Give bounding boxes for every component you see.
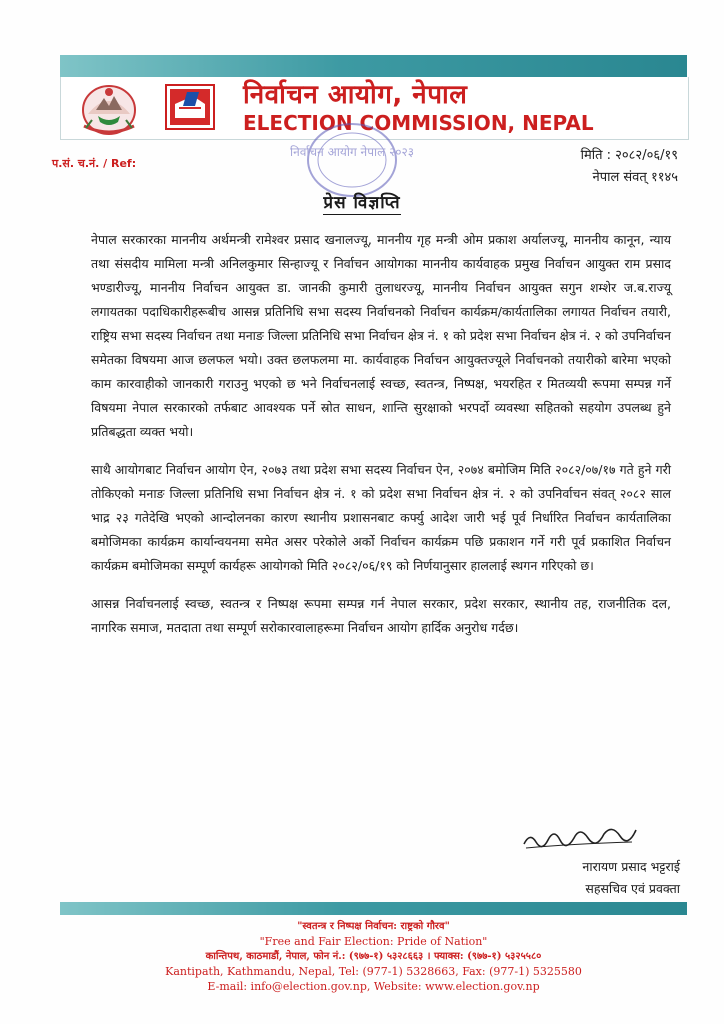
contact-line: E-mail: info@election.gov.np, Website: www.election.gov.np [207,980,540,993]
heading-text: प्रेस विज्ञप्ति [323,193,401,213]
footer [60,919,687,994]
press-release-body [91,228,671,654]
commission-title-english: ELECTION COMMISSION, NEPAL [243,111,594,135]
paragraph-1: नेपाल सरकारका माननीय अर्थमन्त्री रामेश्वर प्रसाद खनालज्यू, माननीय गृह मन्त्री ओम प्रकाश अर्यालज्यू, माननीय कानून, न्याय तथा संसदीय मामिला मन्त्री अनिलकुमार सिन्हाज्यू र निर्वाचन आयोगका माननीय कार्यवाहक प्रमुख निर्वाचन आयुक्त राम प्रसाद भण्डारीज्यू, माननीय निर्वाचन आयुक्त डा. जानकी कुमारी तुलाधरज्यू, माननीय निर्वाचन आयुक्त सगुन शम्शेर ज.ब.राज्यू लगायतका पदाधिकारीहरूबीच आसन्न प्रतिनिधि सभा सदस्य निर्वाचनको निर्वाचन कार्यक्रम/कार्यतालिका लगायत निर्वाचन तयारी, राष्ट्रिय सभा सदस्य निर्वाचन तथा मनाङ जिल्ला प्रतिनिधि सभा निर्वाचन क्षेत्र नं. १ को प्रदेश सभा निर्वाचन क्षेत्र नं. २ को उपनिर्वाचन समेतका विषयमा आज छलफल भयो। उक्त छलफलमा मा. कार्यवाहक निर्वाचन आयुक्तज्यूले निर्वाचनको तयारीको बारेमा भएको काम कारवाहीको जानकारी गराउनु भएको छ भने निर्वाचनलाई स्वच्छ, स्वतन्त्र, निष्पक्ष, भयरहित र मितव्ययी रूपमा सम्पन्न गर्ने विषयमा नेपाल सरकारको तर्फबाट आवश्यक पर्ने स्रोत साधन, शान्ति सुरक्षाको भरपर्दो व्यवस्था सहितको सहयोग उपलब्ध हुने प्रतिबद्धता व्यक्त भयो। [91,232,671,439]
reference-label: प.सं. च.नं. / Ref: [52,157,137,170]
signer-name: नारायण प्रसाद भट्टराई [582,859,680,874]
nepal-sambat-line: नेपाल संवत् ११४५ [592,170,678,185]
signature [520,818,640,852]
paragraph-3: आसन्न निर्वाचनलाई स्वच्छ, स्वतन्त्र र निष्पक्ष रूपमा सम्पन्न गर्न नेपाल सरकार, प्रदेश सरकार, स्थानीय तह, राजनीतिक दल, नागरिक समाज, मतदाता तथा सम्पूर्ण सरोकारवालाहरूमा निर्वाचन आयोग हार्दिक अनुरोध गर्दछ। [91,596,671,635]
stamp-text: निर्वाचन आयोग नेपाल २०२३ [289,145,415,159]
slogan-english: "Free and Fair Election: Pride of Nation" [259,935,488,948]
footer-band [60,902,687,915]
nepal-emblem-icon [78,80,140,138]
signer-block [480,856,680,900]
paragraph-2: साथै आयोगबाट निर्वाचन आयोग ऐन, २०७३ तथा प्रदेश सभा सदस्य निर्वाचन ऐन, २०७४ बमोजिम मिति २०८२/०७/१७ गते हुने गरी तोकिएको मनाङ जिल्ला प्रतिनिधि सभा निर्वाचन क्षेत्र नं. १ को प्रदेश सभा निर्वाचन क्षेत्र नं. २ को उपनिर्वाचन संवत् २०८२ साल भाद्र २३ गतेदेखि भएको आन्दोलनका कारण स्थानीय प्रशासनबाट कर्फ्यु आदेश जारी भई पूर्व निर्धारित निर्वाचन कार्यतालिका बमोजिमका कार्यक्रम कार्यान्वयनमा समेत असर परेकोले अर्को निर्वाचन कार्यक्रम पछि प्रकाशन गर्ने गरी पूर्व प्रकाशित निर्वाचन कार्यक्रम बमोजिमका सम्पूर्ण कार्यहरू आयोगको मिति २०८२/०६/१९ को निर्णयानुसार हाललाई स्थगन गरिएको छ। [91,462,671,573]
press-release-heading [0,190,724,213]
address-nepali: कान्तिपथ, काठमाडौं, नेपाल, फोन नं.: (९७७-१) ५३२८६६३ । फ्याक्स: (९७७-१) ५३२५५८० [205,951,542,962]
header-band [60,55,687,77]
date-line: मिति : २०८२/०६/१९ [580,148,678,163]
date-block [508,145,678,189]
slogan-nepali: "स्वतन्त्र र निष्पक्ष निर्वाचन: राष्ट्रको गौरव" [297,921,450,932]
commission-title-nepali: निर्वाचन आयोग, नेपाल [243,80,468,110]
signer-title: सहसचिव एवं प्रवक्ता [585,881,680,896]
address-english: Kantipath, Kathmandu, Nepal, Tel: (977-1) 5328663, Fax: (977-1) 5325580 [165,965,582,978]
official-stamp [289,120,415,200]
ballot-box-logo-icon [165,84,215,130]
